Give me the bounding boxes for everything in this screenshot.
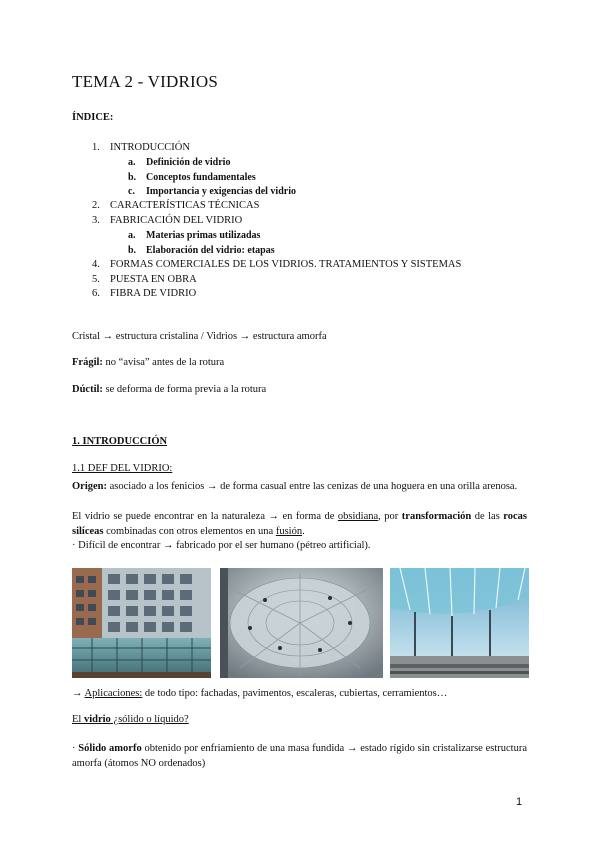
toc-subitem-number: b.: [128, 245, 137, 256]
toc-item-2: [92, 200, 259, 211]
ductil-text: se deforma de forma previa a la rotura: [102, 384, 267, 395]
naturaleza-paragraph: [72, 509, 527, 539]
toc-item-label: INTRODUCCIÓN: [110, 142, 190, 153]
toc-item-label: FIBRA DE VIDRIO: [110, 288, 197, 299]
toc-subitem-number: a.: [128, 157, 136, 168]
arrow-icon: →: [72, 688, 85, 699]
vidrio-term: vidrio: [83, 714, 111, 725]
question-text: ¿sólido o líquido?: [110, 714, 189, 725]
toc-subitem-1a: [128, 157, 230, 168]
ductil-definition: [72, 384, 266, 395]
fragil-term: Frágil:: [72, 357, 103, 368]
subsection-heading: 1.1 DEF DEL VIDRIO:: [72, 463, 173, 474]
toc-item-3: [92, 215, 242, 226]
obsidiana-term: obsidiana: [337, 511, 379, 522]
page-number: 1: [516, 796, 523, 808]
toc-item-label: CARACTERÍSTICAS TÉCNICAS: [110, 200, 260, 211]
origen-paragraph: [72, 479, 527, 494]
cristal-vidrio-note: Cristal → estructura cristalina / Vidrios → estructura amorfa: [72, 331, 327, 342]
aplicaciones-term: Aplicaciones:: [84, 688, 143, 699]
toc-item-number: 2.: [92, 200, 100, 211]
toc-subitem-3a: [128, 230, 260, 241]
origen-term: Origen:: [72, 481, 107, 492]
photo-glass-staircase: [220, 568, 383, 678]
fragil-text: no “avisa” antes de la rotura: [102, 357, 225, 368]
naturaleza-text: combinadas con otros elementos en una: [103, 526, 276, 537]
rocas-siliceas-term: rocas silíceas: [72, 511, 528, 537]
question-text: El: [72, 714, 84, 725]
solido-amorfo-text: obtenido por enfriamiento de una masa fundida → estado rígido sin cristalizarse estructura amorfa (átomos NO ordenados): [72, 743, 527, 769]
ductil-term: Dúctil:: [72, 384, 103, 395]
solido-amorfo-term: Sólido amorfo: [78, 743, 142, 754]
toc-item-number: 6.: [92, 288, 100, 299]
aplicaciones-line: [72, 688, 447, 699]
transformacion-term: transformación: [401, 511, 472, 522]
toc-item-number: 4.: [92, 259, 100, 270]
naturaleza-text: El vidrio se puede encontrar en la naturaleza → en forma de: [72, 511, 338, 522]
photo-glass-facade: [72, 568, 211, 678]
toc-subitem-label: Materias primas utilizadas: [146, 230, 261, 241]
photo-strip: [72, 568, 529, 678]
photo-glass-canopy: [390, 568, 529, 678]
fragil-definition: [72, 357, 224, 368]
toc-subitem-label: Conceptos fundamentales: [146, 172, 256, 183]
origen-text: asociado a los fenicios → de forma casual entre las cenizas de una hoguera en una orilla arenosa.: [107, 481, 518, 492]
solido-amorfo-paragraph: [72, 741, 527, 771]
toc-subitem-number: b.: [128, 172, 137, 183]
toc-subitem-label: Importancia y exigencias del vidrio: [146, 186, 296, 197]
toc-item-6: [92, 288, 196, 299]
section-heading: 1. INTRODUCCIÓN: [72, 436, 168, 447]
solid-liquid-question: [72, 714, 189, 725]
toc-subitem-3b: [128, 245, 275, 256]
toc-item-number: 1.: [92, 142, 100, 153]
index-label: ÍNDICE:: [72, 112, 114, 123]
bullet: ·: [72, 743, 79, 754]
toc-item-number: 3.: [92, 215, 100, 226]
page-title: TEMA 2 - VIDRIOS: [72, 72, 218, 91]
naturaleza-text: , por: [378, 511, 402, 522]
toc-item-label: FABRICACIÓN DEL VIDRIO: [110, 215, 243, 226]
naturaleza-text: de las: [471, 511, 504, 522]
toc-subitem-label: Elaboración del vidrio: etapas: [146, 245, 275, 256]
fusion-term: fusión: [275, 526, 303, 537]
toc-subitem-number: a.: [128, 230, 136, 241]
dificil-line: · Difícil de encontrar → fabricado por el ser humano (pétreo artificial).: [72, 540, 371, 551]
toc-subitem-number: c.: [128, 186, 135, 197]
toc-subitem-1b: [128, 172, 256, 183]
toc-subitem-label: Definición de vidrio: [146, 157, 231, 168]
toc-item-5: [92, 274, 197, 285]
toc-item-4: [92, 259, 461, 270]
aplicaciones-text: de todo tipo: fachadas, pavimentos, escaleras, cubiertas, cerramientos…: [142, 688, 448, 699]
toc-item-1: [92, 142, 190, 153]
toc-subitem-1c: [128, 186, 296, 197]
toc-item-label: FORMAS COMERCIALES DE LOS VIDRIOS. TRATAMIENTOS Y SISTEMAS: [110, 259, 462, 270]
toc-item-number: 5.: [92, 274, 100, 285]
toc-item-label: PUESTA EN OBRA: [110, 274, 197, 285]
naturaleza-text: .: [302, 526, 305, 537]
